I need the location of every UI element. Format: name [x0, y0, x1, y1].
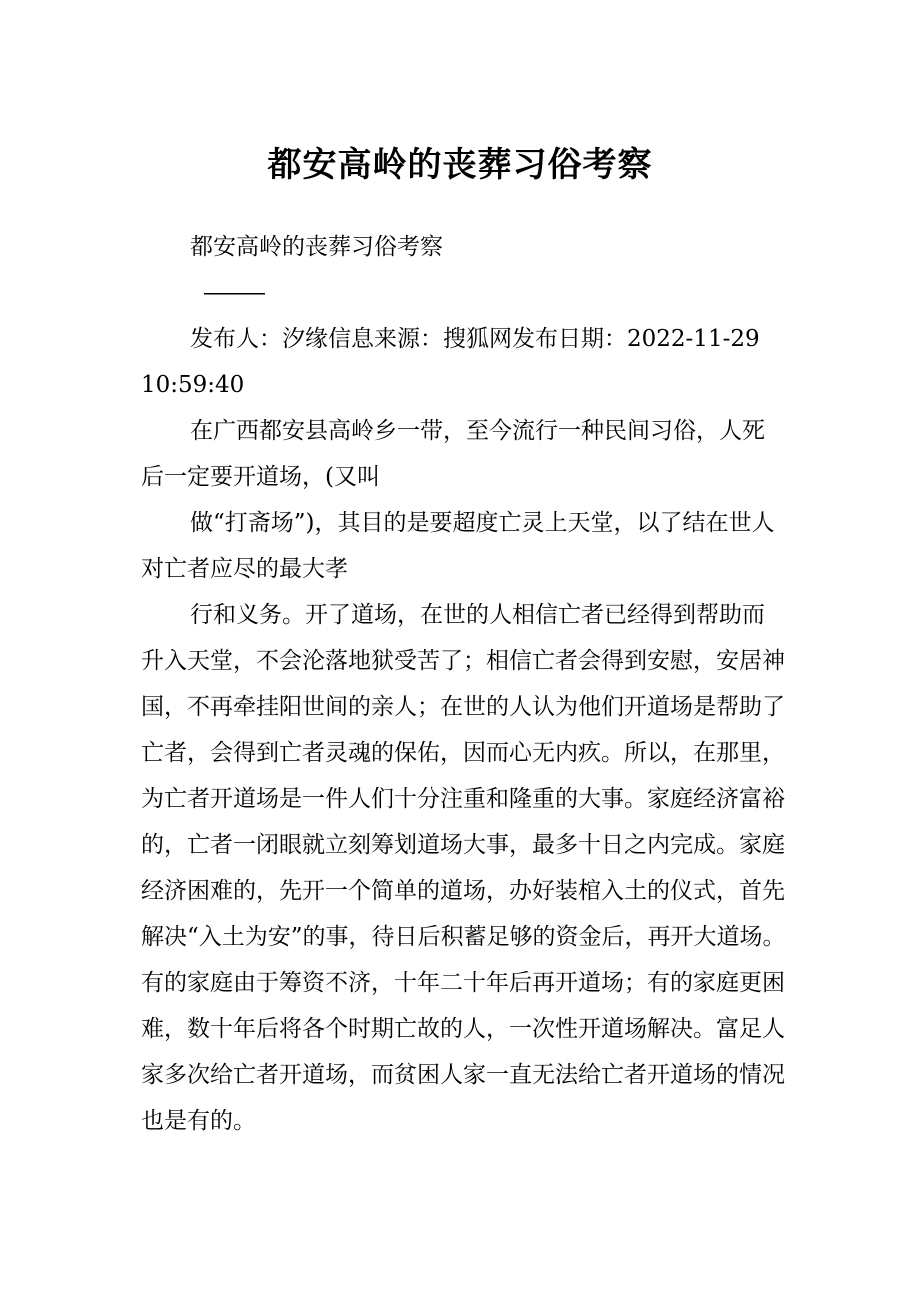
body-paragraph: 在广西都安县高岭乡一带，至今流行一种民间习俗，人死后一定要开道场，(又叫	[141, 418, 765, 490]
publish-info-paragraph: 发布人：汐缘信息来源：搜狐网发布日期：2022-11-29 10:59:40	[141, 326, 760, 398]
document-title: 都安高岭的丧葬习俗考察	[267, 145, 653, 185]
dash-separator: ———	[203, 280, 263, 306]
body-paragraph: 做“打斋场”)，其目的是要超度亡灵上天堂，以了结在世人对亡者应尽的最大孝	[141, 510, 775, 582]
document-body	[141, 224, 786, 1144]
body-paragraph: 行和义务。开了道场，在世的人相信亡者已经得到帮助而升入天堂，不会沦落地狱受苦了；相信亡者会得到安慰，安居神国，不再牵挂阳世间的亲人；在世的人认为他们开道场是帮助了亡者，会得到亡者灵魂的保佑，因而心无内疚。所以，在那里，为亡者开道场是一件人们十分注重和隆重的大事。家庭经济富裕的，亡者一闭眼就立刻筹划道场大事，最多十日之内完成。家庭经济困难的，先开一个简单的道场，办好装棺入土的仪式，首先解决“入土为安”的事，待日后积蓄足够的资金后，再开大道场。有的家庭由于筹资不济，十年二十年后再开道场；有的家庭更困难，数十年后将各个时期亡故的人，一次性开道场解决。富足人家多次给亡者开道场，而贫困人家一直无法给亡者开道场的情况也是有的。	[141, 602, 786, 1134]
subtitle-paragraph: 都安高岭的丧葬习俗考察	[190, 234, 443, 260]
